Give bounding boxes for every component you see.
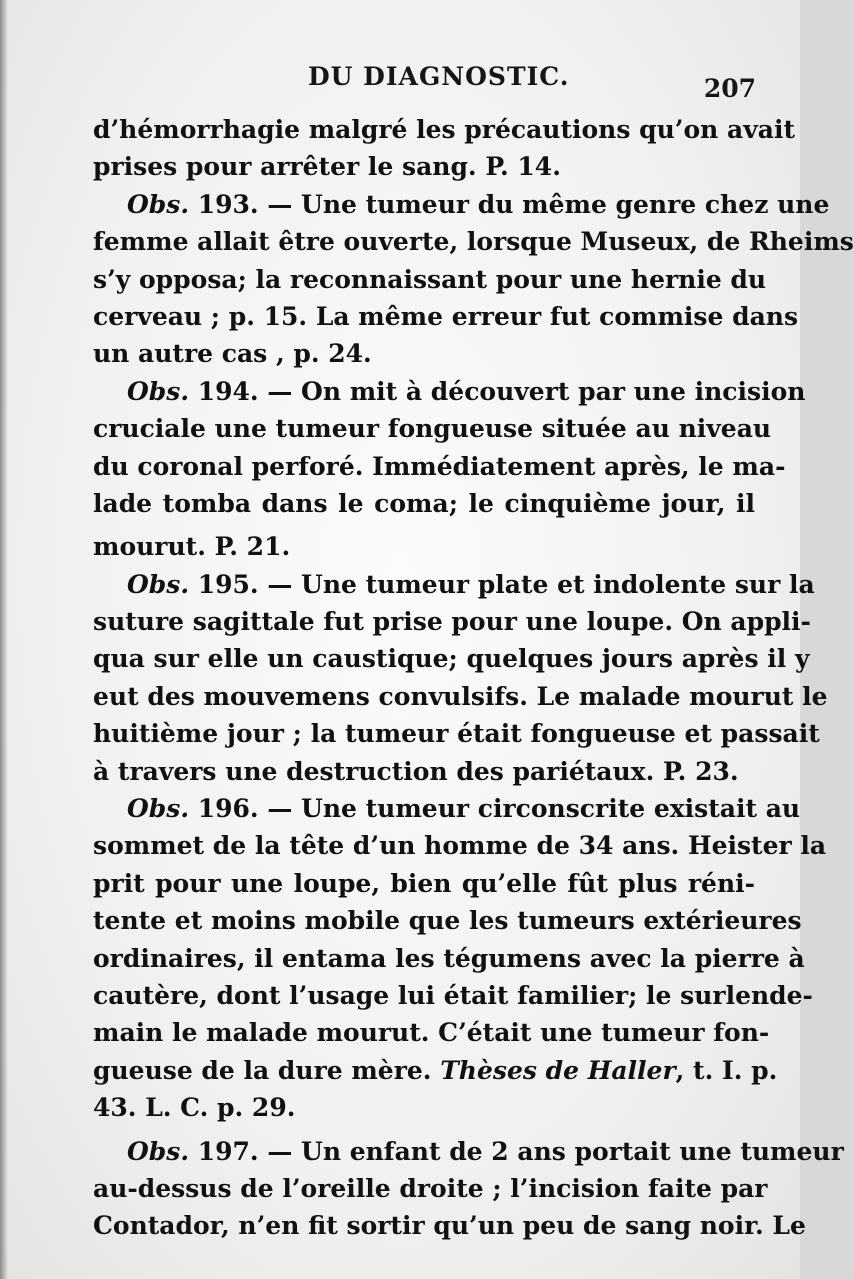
italic-text: Obs. <box>127 376 190 406</box>
text-segment: prit pour une loupe, bien qu’elle fût plus réni- <box>93 868 755 898</box>
running-head <box>90 62 770 102</box>
italic-text: Obs. <box>127 1136 190 1166</box>
text-line <box>93 335 755 372</box>
italic-text: Obs. <box>127 569 190 599</box>
text-segment: gueuse de la dure mère. <box>93 1055 441 1085</box>
text-line <box>93 902 802 939</box>
text-segment: main le malade mourut. C’était une tumeur fon- <box>93 1018 770 1048</box>
text-segment: 194. — On mit à découvert par une incision <box>189 376 806 406</box>
text-segment: d’hémorrhagie malgré les précautions qu’on avait <box>93 115 796 144</box>
text-line <box>93 790 801 827</box>
text-segment: ordinaires, il entama les tégumens avec la pierre à <box>93 943 805 973</box>
text-line <box>93 373 806 410</box>
page-number: 207 <box>703 74 756 103</box>
text-segment: 196. — Une tumeur circonscrite existait au <box>189 794 801 824</box>
text-segment: , t. I. p. <box>675 1055 778 1085</box>
text-line <box>93 940 805 977</box>
text-segment: 193. — Une tumeur du même genre chez une <box>189 189 830 219</box>
text-line <box>93 827 827 864</box>
text-segment: cerveau ; p. 15. La même erreur fut commise dans <box>93 301 799 331</box>
text-segment: s’y opposa; la reconnaissant pour une hernie du <box>93 264 767 294</box>
text-segment: femme allait être ouverte, lorsque Museux, de Rheims <box>93 227 854 257</box>
text-line <box>93 1052 778 1089</box>
text-segment: suture sagittale fut prise pour une loupe. On appli- <box>93 607 811 637</box>
text-segment: 195. — Une tumeur plate et indolente sur la <box>189 569 815 599</box>
text-segment: sommet de la tête d’un homme de 34 ans. Heister la <box>93 831 827 861</box>
text-line <box>93 148 755 185</box>
text-segment: cautère, dont l’usage lui était familier; le surlende- <box>93 980 813 1010</box>
text-line <box>93 977 813 1014</box>
text-segment: Contador, n’en fit sortir qu’un peu de sang noir. Le <box>93 1211 806 1241</box>
text-line <box>93 715 820 752</box>
text-line <box>93 1133 844 1170</box>
text-line <box>93 753 755 790</box>
body-text <box>93 111 854 1245</box>
text-segment: du coronal perforé. Immédiatement après, le ma- <box>93 451 786 481</box>
text-line <box>93 485 755 522</box>
text-line <box>93 448 786 485</box>
text-segment: cruciale une tumeur fongueuse située au niveau <box>93 414 772 444</box>
text-segment: huitième jour ; la tumeur était fongueuse et passait <box>93 719 820 749</box>
text-segment: 43. L. C. p. 29. <box>93 1093 296 1123</box>
text-segment: 197. — Un enfant de 2 ans portait une tumeur <box>189 1136 844 1166</box>
text-segment: lade tomba dans le coma; le cinquième jour, il <box>93 488 755 518</box>
text-line <box>93 223 854 260</box>
text-line <box>93 298 799 335</box>
text-line <box>93 261 767 298</box>
text-line <box>93 528 755 565</box>
text-line <box>93 678 828 715</box>
text-segment: au-dessus de l’oreille droite ; l’incision faite par <box>93 1173 768 1203</box>
text-segment: eut des mouvemens convulsifs. Le malade mourut le <box>93 681 828 711</box>
text-line <box>93 1170 768 1207</box>
text-segment: un autre cas , p. 24. <box>93 339 372 369</box>
text-segment: qua sur elle un caustique; quelques jours après il y <box>93 644 810 674</box>
text-line <box>93 186 830 223</box>
text-segment: prises pour arrêter le sang. P. 14. <box>93 152 561 182</box>
text-line <box>93 410 772 447</box>
text-line <box>93 865 755 902</box>
text-line <box>93 603 811 640</box>
page-edge-shadow <box>0 0 8 1279</box>
text-segment: tente et moins mobile que les tumeurs extérieures <box>93 906 802 936</box>
italic-text: Obs. <box>127 794 190 824</box>
italic-text: Obs. <box>127 189 190 219</box>
text-line <box>93 1207 806 1244</box>
text-line <box>93 640 810 677</box>
text-segment: à travers une destruction des pariétaux. P. 23. <box>93 756 739 786</box>
text-line <box>93 111 796 148</box>
running-title: DU DIAGNOSTIC. <box>308 62 570 91</box>
text-line <box>93 1089 755 1126</box>
text-segment: mourut. P. 21. <box>93 532 291 562</box>
italic-text: Thèses de Haller <box>440 1055 676 1085</box>
text-line <box>93 1014 770 1051</box>
text-line <box>93 566 815 603</box>
